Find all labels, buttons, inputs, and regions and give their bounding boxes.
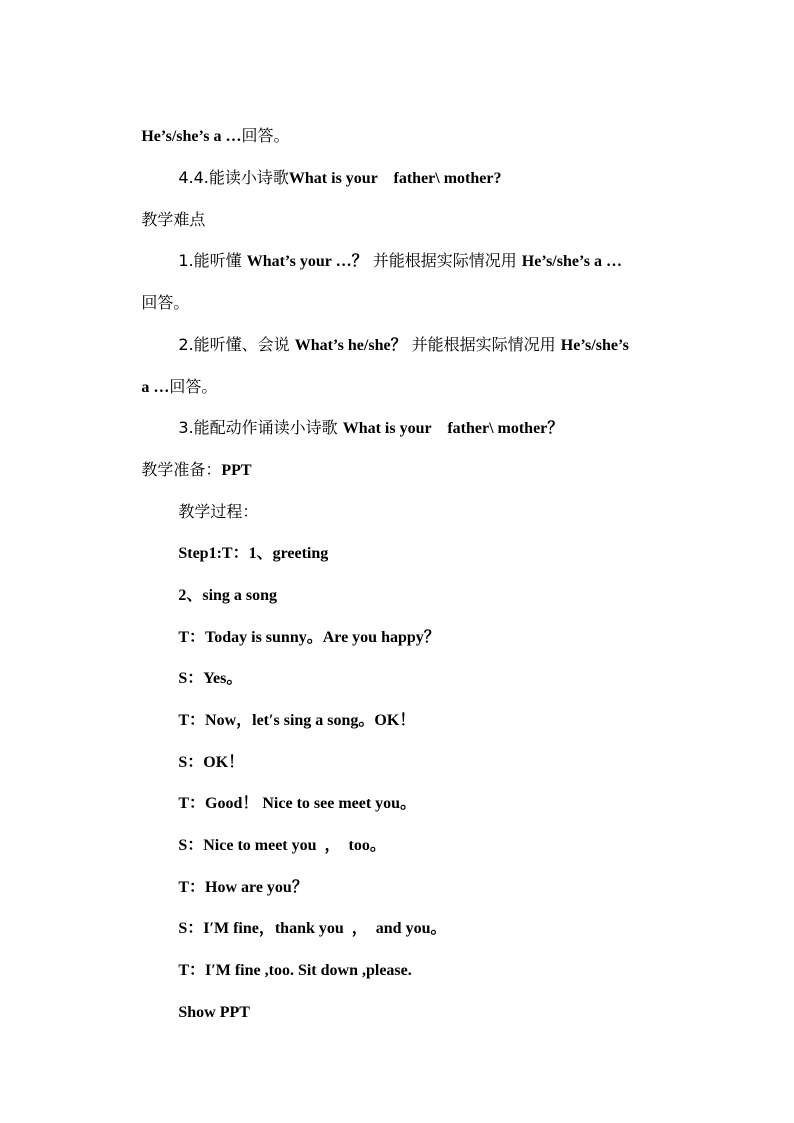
text-run: 教学难点 xyxy=(141,210,206,229)
text-line xyxy=(158,148,501,209)
text-run: 2.能听懂、会说 xyxy=(178,335,295,354)
text-run: What’s he/she？ xyxy=(294,337,407,354)
text-line xyxy=(158,231,622,292)
text-run: 2、sing a song xyxy=(178,587,278,604)
text-run: 教学过程： xyxy=(178,502,259,521)
text-run: Show PPT xyxy=(178,1004,250,1021)
text-run: 回答。 xyxy=(141,293,190,312)
text-run: 回答。 xyxy=(241,126,290,145)
text-run: 并能根据实际情况用 xyxy=(367,251,522,270)
text-run: T：Now，let′s sing a song。OK！ xyxy=(178,712,416,729)
text-run: T：Today is sunny。Are you happy？ xyxy=(178,629,440,646)
text-run: S：I′M fine，thank you ， and you。 xyxy=(178,920,447,937)
text-run: Step1:T：1、greeting xyxy=(178,545,329,562)
text-run: 4.4.能读小诗歌 xyxy=(178,168,289,187)
text-run: He’s/she’s a … xyxy=(521,253,622,270)
text-run: He’s/she’s xyxy=(560,337,629,354)
text-line xyxy=(158,315,629,376)
text-run: S：Yes。 xyxy=(178,670,243,687)
text-run: What is your father\ mother？ xyxy=(342,420,564,437)
text-run: 回答。 xyxy=(169,377,218,396)
text-run: What’s your …？ xyxy=(246,253,368,270)
text-run: T：I′M fine ,too. Sit down ,please. xyxy=(178,962,412,979)
text-run: He’s/she’s a … xyxy=(141,128,242,145)
text-run: S：OK！ xyxy=(178,754,245,771)
text-run: a … xyxy=(141,379,170,396)
text-run: PPT xyxy=(221,462,252,479)
text-run: 并能根据实际情况用 xyxy=(406,335,561,354)
text-run: 教学准备： xyxy=(141,460,222,479)
text-run: S：Nice to meet you ， too。 xyxy=(178,837,386,854)
text-run: T：How are you？ xyxy=(178,879,308,896)
text-run: T：Good！ Nice to see meet you。 xyxy=(178,795,417,812)
text-run: 3.能配动作诵读小诗歌 xyxy=(178,418,343,437)
text-run: What is your father\ mother? xyxy=(288,170,502,187)
dialogue-line xyxy=(158,982,250,1043)
text-run: 1.能听懂 xyxy=(178,251,247,270)
